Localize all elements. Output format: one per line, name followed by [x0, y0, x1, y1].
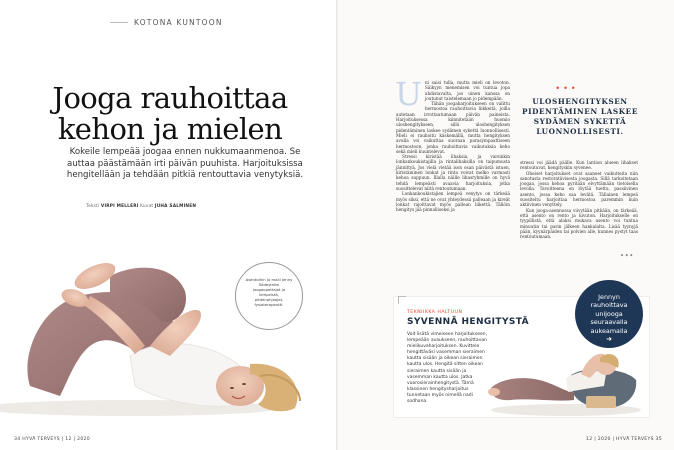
yoga-photo-left — [0, 236, 337, 416]
teaser-line: seuraavalla — [590, 318, 628, 327]
lead-paragraph: Kokeile lempeää joogaa ennen nukkumaanmenoa. Se auttaa päästämään irti päivän puuhista. Harjoituksissa hengitellään ja tehdään pitkiä rentouttavia venytyksiä. — [66, 147, 304, 181]
teaser-line: Jennyn — [598, 293, 620, 301]
headline-line-2: kehon ja mielen — [57, 112, 283, 146]
body-paragraph: stressi voi jäädä päälle. Kun lantion alueen lihakset rentoutuvat, hengityskin syvenee. — [520, 160, 638, 171]
body-paragraph: Stressi kiristää lihaksia, ja varsinkin lonkankoukistajilla ja rintalihaksilla on taipumusta jännittyä. Jos vielä vietää ison osan päivästä istuen, kiristäminen lonkat ja rinta voivat melko varmasti kehoa suppuun. Illalla näille lihasryhmille on hyvä tehdä lempeästi avaavia harjoituksia, jotka suosittelevat niitä rentoutumaan. — [396, 154, 510, 191]
byline — [86, 204, 306, 209]
body-column-1 — [395, 75, 510, 213]
pullquote-dots: ••• — [555, 84, 579, 93]
arrow-right-icon: ➜ — [606, 335, 612, 344]
continued-marker: ••• — [620, 252, 634, 260]
teaser-line: rauhoittava — [590, 301, 628, 310]
body-paragraph: Lonkankoukistajien lempeä venytys on tärkeää myös siksi, että ne ovat yhteydessä palleaan ja kireät lonkat rajoittavat myös pallean liikettä. Tällöin hengitys jää pinnalliseksi ja — [396, 191, 510, 213]
sidebar-body: Voit lisätä vimeiseen harjoitukseen, lempeään avaukseen, rauhoittavan mielikuvaharjoituksen. Kuvittele hengittäväsi vasemman sieraimen kautta sisään ja oikean sieraimen kautta ulos. Hengitä sitten oikean sieraimen kautta sisään ja vasemman kautta ulos. Jatka vuorosierainhengitystä. Tämä klassinen hengitysharjoitus tunnetaan myös nimellä nadi sodhana. — [407, 332, 488, 405]
folio-left: 34 HYVÄ TERVEYS | 12 | 2020 — [14, 437, 91, 442]
teaser-line: aukeamalla — [590, 326, 628, 335]
byline-text-author: VIRPI MELLERI — [100, 204, 139, 209]
folio-right: 12 | 2020 | HYVÄ TERVEYS 35 — [585, 437, 662, 442]
body-paragraph: Tähän joogaharjoitukseen on valittu hermostoa rauhoittavia liikkeitä, joilla autetaan irrottautumaan päivän paineista. Harjoituksessa kiinnitetään huomio uloshengitykseen, sillä uloshengityksen pidentäminen laskee sydämen sykettä luonnollisesti. Mieli ei rauhoitu käskemällä, mutta hengityksen avulla voi vaikuttaa suoraan parasympaattiseen hermostoon, jonka rauhoittavia vaikutuksia keho sekä mieli kuuntelevat. — [396, 101, 510, 154]
sidebar-frame-corner — [398, 296, 406, 304]
photo-caption: Asentoihin jo malli Jenny Södeström joogaopettajat ja lempeistä, pitdenahjaajat, fysioterapeutti. — [235, 262, 303, 330]
section-label: KOTONA KUNTOON — [134, 18, 223, 27]
headline-line-1: Jooga rauhoittaa — [52, 81, 288, 115]
headline — [20, 83, 320, 145]
body-paragraph: Kun jooga-asennossa viivytään pitkään, on tärkeää, että asento on rento ja kivuton. Harjoitukselle on tyypillistä, että alaksi mukava asento voi tuntua minuutin tai parin jälkeen hankalalta. Lisää tyynyjä pään, kyynärpäiden tai polvien alle, kunnes pystyt taas rentoutumaan. — [520, 207, 638, 240]
byline-text-label: Teksti — [86, 204, 100, 209]
sidebar-title: SYVENNÄ HENGITYSTÄ — [407, 317, 529, 327]
drop-cap: U — [395, 75, 422, 113]
sidebar-kicker: TEKNIIKKA HALTUUN — [407, 310, 463, 315]
body-paragraph: ni saisi tulla, mutta mieli on levoton. Säikyyn menemisen voi tuntua jopa ahdistavalta, jos uinen kanssa on joutunut taistelemaan jo pidempään. — [424, 80, 510, 101]
section-rule — [110, 22, 128, 23]
pullquote: ULOSHENGITYKSEN PIDENTÄMINEN LASKEE SYDÄMEN SYKETTÄ LUONNOLLISESTI. — [521, 97, 638, 136]
teaser-line: unijooga — [595, 309, 623, 318]
body-column-2 — [520, 160, 638, 239]
byline-photo-author: JUHA SALMINEN — [154, 204, 197, 209]
next-spread-teaser — [575, 280, 643, 348]
byline-photo-label: Kuvat — [140, 204, 154, 209]
body-paragraph: Oheiset harjoitukset ovat saaneet vaikutteita niin sanotusta restoratiivisesta joogasta. Sillä tarkoitetaan joogaa, jossa kehoa pyritään elvyttämään tietoisella levolla. Tavoitteena on löytää tuettu, passiivinen asento, jossa keho saa levätä. Tällainen lempeä suositeltu harjoittaa hermostoa paremmin kuin aktiivinen venyttely. — [520, 170, 638, 208]
